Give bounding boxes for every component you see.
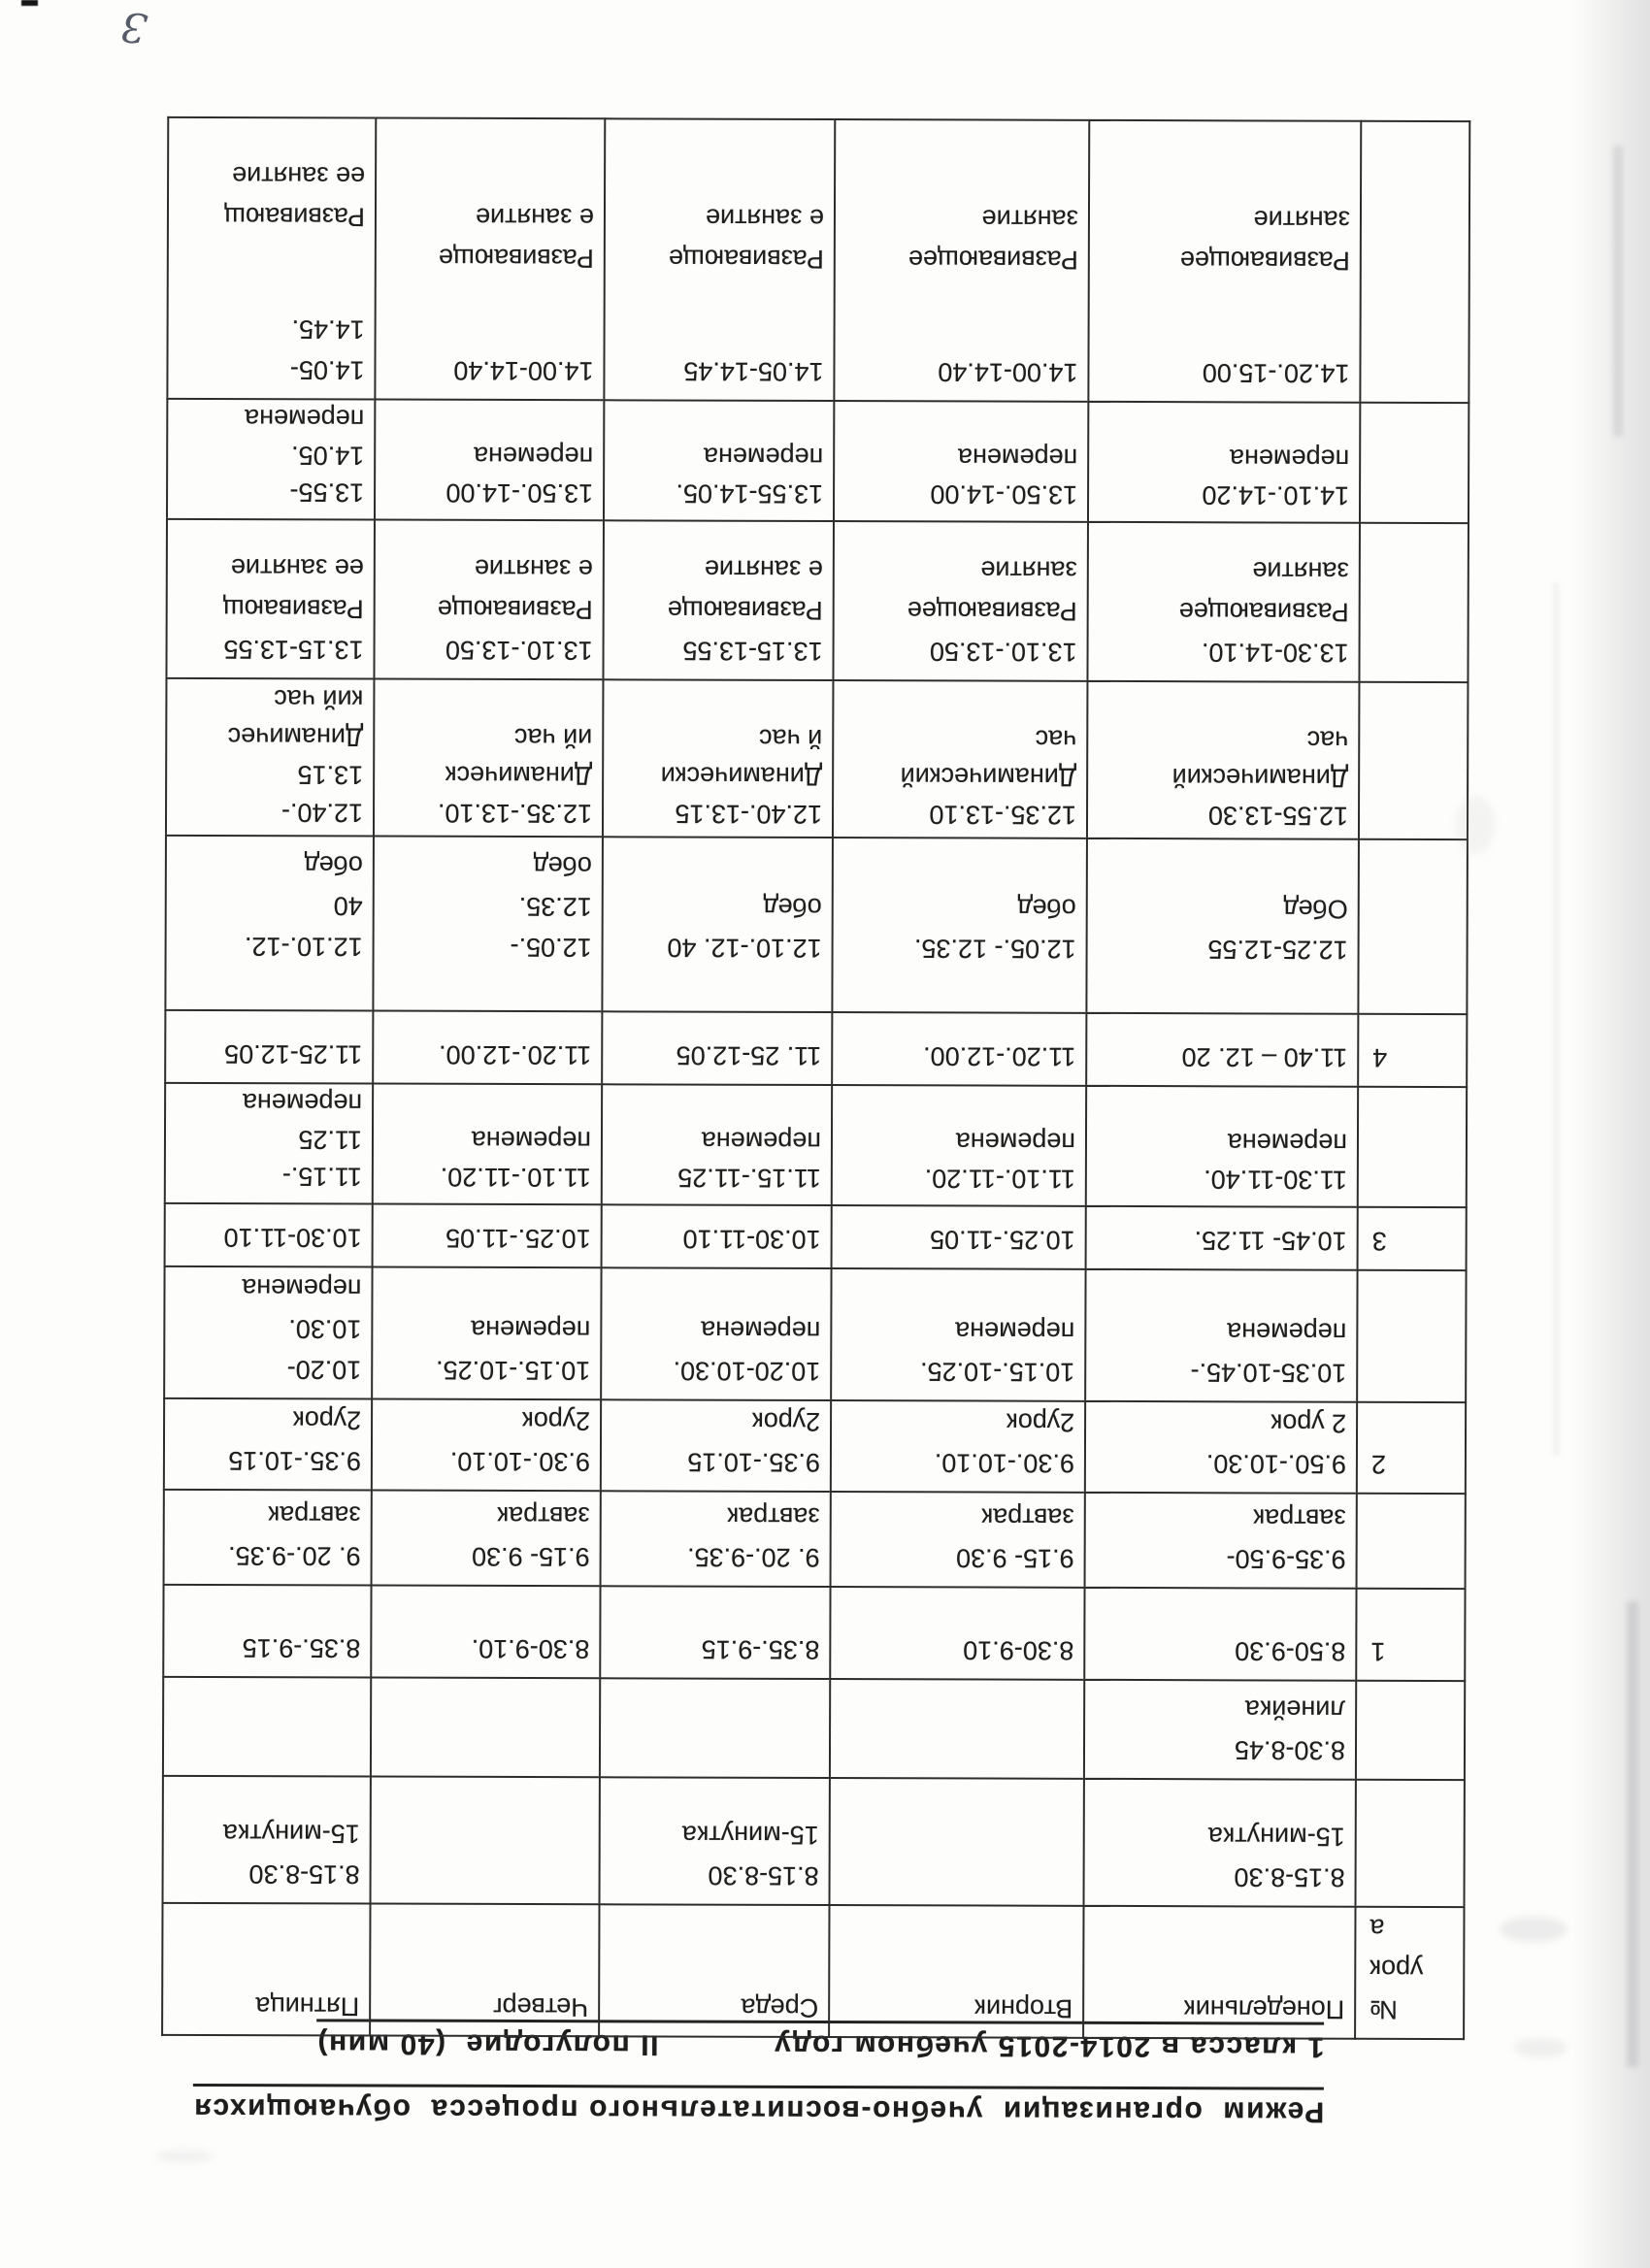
table-cell: [830, 1778, 1084, 1906]
table-cell: 10.25.-11.05: [373, 1204, 602, 1268]
title-line2-right: II полугодие (40 мин): [315, 2027, 659, 2061]
table-cell: [830, 1679, 1084, 1779]
lesson-number-cell: [1358, 1087, 1467, 1207]
table-cell: 13.50.-14.00 перемена: [375, 400, 604, 521]
table-cell: 11.25-12.05: [165, 1010, 373, 1084]
table-row: [165, 1010, 1467, 1087]
table-cell: 8.30-9.10: [830, 1587, 1084, 1680]
table-cell: 10.20-10.30. перемена: [601, 1267, 831, 1400]
lesson-number-cell: 4: [1358, 1014, 1467, 1087]
table-cell: 8.15-8.30 15-минутка: [1084, 1779, 1356, 1907]
table-row: [164, 1398, 1466, 1494]
table-cell: 12.40.-13.15 Динамически й час: [603, 679, 834, 838]
table-cell: 11.10.-11.20. перемена: [832, 1085, 1086, 1206]
table-row: [166, 519, 1468, 682]
table-cell: 13.55- 14.05. перемена: [167, 399, 375, 520]
table-cell: 13.15-13.55 Развивающе е занятие: [603, 520, 834, 680]
table-cell: 12.25-12.55 Обед: [1086, 838, 1359, 1014]
table-cell: 13.50.-14.00 перемена: [834, 401, 1088, 522]
table-cell: 11.20.-12.00.: [832, 1012, 1086, 1086]
table-cell: 12.40.- 13.15 Динамичес кий час: [166, 678, 375, 837]
schedule-body: [162, 117, 1469, 2039]
table-cell: 12.05.- 12.35. обед: [373, 837, 603, 1012]
lesson-number-cell: [1360, 403, 1468, 523]
table-cell: 9.15- 9.30 завтрак: [831, 1492, 1085, 1588]
table-cell: [371, 1678, 600, 1778]
table-cell: 9. 20.-9.35. завтрак: [164, 1490, 372, 1586]
lesson-number-cell: [1356, 1780, 1465, 1907]
table-cell: 10.20- 10.30. перемена: [164, 1266, 372, 1399]
table-row: [165, 1203, 1467, 1270]
table-cell: 9. 20.-9.35. завтрак: [601, 1491, 831, 1587]
table-cell: [371, 1777, 600, 1905]
table-cell: 8.15-8.30 15-минутка: [163, 1776, 371, 1904]
table-cell: 11. 25-12.05: [602, 1011, 832, 1085]
table-cell: 11.40 – 12. 20: [1086, 1013, 1358, 1087]
table-row: [166, 678, 1468, 839]
table-cell: 8.50-9.30: [1084, 1588, 1356, 1681]
column-header-num: № урок а: [1355, 1907, 1464, 2039]
table-cell: 10.30-11.10: [165, 1203, 373, 1267]
table-cell: 11.15.- 11.25 перемена: [165, 1083, 373, 1204]
table-cell: 8.35.-9.15: [600, 1586, 830, 1679]
column-header-day-4: Четверг: [370, 1904, 599, 2037]
table-cell: 12.10.-12. 40 обед: [602, 837, 833, 1012]
table-cell: 14.05- 14.45. Развивающ ее занятие: [167, 117, 376, 400]
table-cell: 8.30-9.10.: [371, 1586, 600, 1679]
cell-spacer: [1094, 280, 1350, 353]
lesson-number-cell: 2: [1357, 1402, 1466, 1494]
scan-corner-mark: [21, 0, 38, 6]
cell-spacer: [840, 279, 1078, 352]
table-cell: 14.10.-14.20 перемена: [1088, 402, 1360, 523]
table-row: [167, 399, 1468, 523]
table-cell: 10.30-11.10: [602, 1204, 832, 1268]
table-cell: 9.35.-10.15 2урок: [601, 1399, 831, 1492]
table-row: [163, 1776, 1465, 1907]
table-cell: 12.35.-13.10. Динамическ ий час: [374, 679, 604, 838]
header-row: [162, 1903, 1464, 2039]
table-cell: 11.15.-11.25 перемена: [602, 1084, 832, 1205]
column-header-day-3: Среда: [599, 1904, 829, 2037]
table-cell: 8.30-8.45 линейка: [1084, 1680, 1356, 1780]
table-row: [163, 1677, 1465, 1780]
table-cell: [163, 1677, 371, 1777]
table-cell: 12.05.- 12.35. обед: [832, 838, 1087, 1013]
table-cell: 9.15- 9.30 завтрак: [372, 1491, 601, 1587]
table-cell: 9.35.-10.15 2урок: [164, 1398, 372, 1491]
table-cell: 14.20.-15.00 Развивающее занятие: [1088, 120, 1361, 403]
lesson-number-cell: [1356, 1681, 1465, 1780]
table-row: [167, 117, 1469, 403]
table-cell: 10.45- 11.25.: [1086, 1206, 1358, 1270]
table-cell: 14.00-14.40 Развивающее занятие: [834, 119, 1089, 402]
table-cell: 9.35-9.50- завтрак: [1085, 1493, 1357, 1589]
cell-spacer: [610, 279, 824, 351]
column-header-day-5: Пятница: [162, 1903, 370, 2036]
lesson-number-cell: [1357, 1270, 1466, 1402]
lesson-number-cell: [1359, 523, 1468, 682]
lesson-number-cell: [1359, 682, 1468, 839]
handwritten-page-number: 3: [117, 2, 150, 53]
table-cell: [600, 1678, 830, 1778]
lesson-number-cell: 3: [1358, 1207, 1467, 1270]
table-cell: 13.30-14.10. Развивающее занятие: [1087, 522, 1360, 682]
lesson-number-cell: [1357, 1494, 1466, 1589]
table-cell: 8.15-8.30 15-минутка: [600, 1777, 830, 1905]
table-cell: 12.35.-13.10 Динамический час: [833, 680, 1088, 838]
table-cell: 11.20.-12.00.: [373, 1011, 602, 1085]
lesson-number-cell: [1360, 121, 1469, 403]
table-cell: 9.30.-10.10. 2урок: [372, 1399, 601, 1492]
table-cell: 13.15-13.55 Развивающ ее занятие: [166, 519, 375, 679]
lesson-number-cell: 1: [1356, 1589, 1465, 1681]
table-row: [163, 1585, 1465, 1681]
table-cell: 10.15.-10.25. перемена: [831, 1268, 1085, 1401]
table-cell: 10.25.-11.05: [832, 1205, 1086, 1269]
table-cell: 10.35-10.45.- перемена: [1085, 1269, 1357, 1402]
table-row: [164, 1266, 1466, 1402]
cell-spacer: [173, 237, 365, 310]
table-cell: 11.10.-11.20. перемена: [373, 1084, 602, 1205]
table-cell: 12.10.-12. 40 обед: [165, 836, 374, 1011]
title-line-1: Режим организации учебно-воспитательного процесса обучающихся: [193, 2084, 1325, 2128]
table-row: [164, 1490, 1466, 1589]
table-cell: 9.30.-10.10. 2урок: [831, 1400, 1085, 1493]
schedule-table: [161, 116, 1470, 2040]
table-cell: 14.05-14.45 Развивающе е занятие: [604, 118, 835, 401]
table-cell: 13.10.-13.50 Развивающее занятие: [833, 521, 1088, 681]
table-cell: 10.15.-10.25. перемена: [372, 1267, 601, 1400]
table-cell: 8.35.-9.15: [163, 1585, 371, 1678]
table-cell: 13.10.-13.50 Развивающе е занятие: [374, 520, 604, 680]
table-cell: 13.55-14.05. перемена: [604, 400, 834, 521]
table-row: [165, 836, 1468, 1014]
table-cell: 12.55-13.30 Динамический час: [1087, 681, 1360, 839]
lesson-number-cell: [1358, 839, 1468, 1014]
column-header-day-2: Вторник: [829, 1905, 1083, 2038]
cell-spacer: [380, 279, 594, 351]
table-row: [165, 1083, 1467, 1207]
table-cell: 11.30-11.40. перемена: [1086, 1086, 1358, 1207]
title-line2-left: 1 класса в 2014-2015 учебном году: [773, 2028, 1325, 2063]
table-cell: 14.00-14.40 Развивающе е занятие: [375, 118, 605, 401]
column-header-day-1: Понедельник: [1083, 1906, 1355, 2039]
table-cell: 9.50.-10.30. 2 урок: [1085, 1401, 1357, 1494]
